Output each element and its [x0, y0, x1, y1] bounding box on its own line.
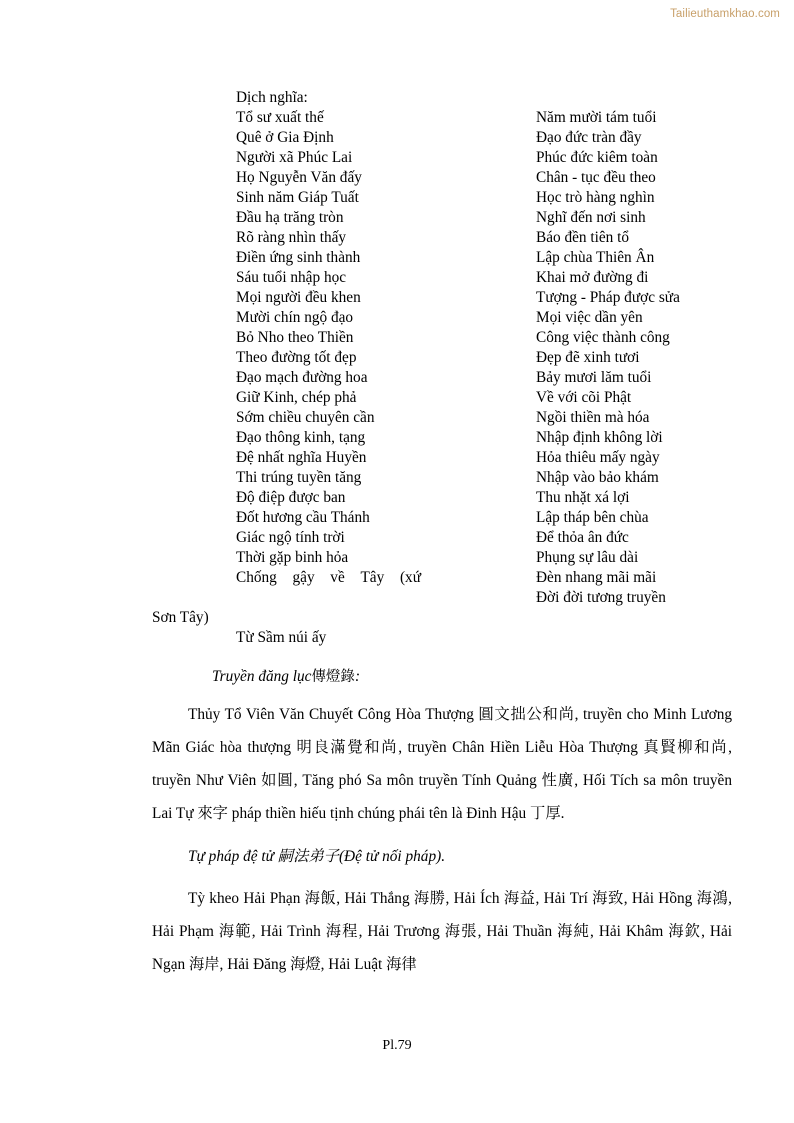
page-number: Pl.79	[382, 1038, 412, 1053]
verse-line: Giữ Kinh, chép phả	[236, 389, 357, 406]
section-title-colon: :	[354, 668, 361, 685]
paragraph-truyen-dang-luc: Thủy Tổ Viên Văn Chuyết Công Hòa Thượng 圓文拙公和尚, truyền cho Minh Lương Mãn Giác hòa thượng 明良滿覺和尚, truyền Chân Hiền Liễu Hòa Thượng 真賢柳和尚, truyền Như Viên 如圓, Tăng phó Sa môn truyền Tính Quảng 性廣, Hối Tích sa môn truyền Lai Tự 來字 pháp thiền hiếu tịnh chúng phái tên là Đinh Hậu 丁厚.	[152, 706, 732, 822]
verse-line: Về với cõi Phật	[536, 389, 632, 406]
verse-line-justified	[236, 568, 421, 588]
section-title-italic: Truyền đăng lục	[212, 668, 312, 685]
verse-line: Bảy mươi lăm tuổi	[536, 369, 652, 386]
verse-tail-line: Từ Sầm núi ấy	[236, 629, 327, 646]
verse-line: Tổ sư xuất thế	[236, 109, 324, 126]
verse-line: Phúc đức kiêm toàn	[536, 149, 658, 166]
verse-word: về	[330, 569, 345, 586]
verse-line: Sinh năm Giáp Tuất	[236, 189, 359, 206]
verse-line: Chân - tục đều theo	[536, 169, 656, 186]
verse-column-left	[236, 108, 466, 608]
verse-line: Mọi người đều khen	[236, 289, 361, 306]
verse-line: Ngồi thiền mà hóa	[536, 409, 650, 426]
verse-line: Đèn nhang mãi mãi	[536, 569, 657, 586]
verse-line: Độ điệp được ban	[236, 489, 346, 506]
verse-word: gậy	[292, 569, 315, 586]
verse-line: Năm mười tám tuổi	[536, 109, 657, 126]
verse-line: Đốt hương cầu Thánh	[236, 509, 370, 526]
section-title-han: 傳燈錄	[311, 669, 355, 685]
verse-line: Lập tháp bên chùa	[536, 509, 649, 526]
verse-line: Mọi việc dần yên	[536, 309, 643, 326]
verse-line: Theo đường tốt đẹp	[236, 349, 357, 366]
verse-line: Đạo mạch đường hoa	[236, 369, 368, 386]
verse-line: Thu nhặt xá lợi	[536, 489, 630, 506]
verse-line: Hỏa thiêu mấy ngày	[536, 449, 660, 466]
verse-line: Giác ngộ tính trời	[236, 529, 345, 546]
verse-column-right	[536, 108, 776, 608]
verse-line: Người xã Phúc Lai	[236, 149, 353, 166]
verse-line: Thi trúng tuyền tăng	[236, 469, 362, 486]
verse-line: Đạo thông kinh, tạng	[236, 429, 366, 446]
paragraph-de-tu-list: Tỳ kheo Hải Phạn 海飯, Hải Thắng 海勝, Hải Ích 海益, Hải Trí 海致, Hải Hồng 海鴻, Hải Phạm 海範, Hải Trình 海程, Hải Trương 海張, Hải Thuần 海純, Hải Khâm 海欽, Hải Ngạn 海岸, Hải Đăng 海燈, Hải Luật 海律	[152, 890, 732, 973]
verse-line: Đời đời tương truyền	[536, 589, 666, 606]
section-title-truyen-dang-luc	[212, 666, 732, 688]
verse-line: Khai mở đường đi	[536, 269, 649, 286]
verse-heading: Dịch nghĩa:	[236, 89, 308, 106]
verse-line: Báo đền tiên tổ	[536, 229, 630, 246]
verse-line: Sớm chiều chuyên cần	[236, 409, 375, 426]
watermark-text: Tailieuthamkhao.com	[670, 8, 780, 20]
verse-line: Nhập định không lời	[536, 429, 663, 446]
verse-word: Tây	[360, 569, 385, 586]
verse-line: Rõ ràng nhìn thấy	[236, 229, 347, 246]
verse-line: Họ Nguyễn Văn đấy	[236, 169, 362, 186]
verse-line: Đệ nhất nghĩa Huyền	[236, 449, 367, 466]
section-title-tu-phap-de-tu: Tự pháp đệ tử 嗣法弟子(Đệ tử nối pháp).	[188, 848, 446, 865]
verse-block	[152, 88, 732, 648]
verse-line: Quê ở Gia Định	[236, 129, 334, 146]
verse-word: Chống	[236, 569, 277, 586]
verse-line: Thời gặp binh hỏa	[236, 549, 349, 566]
verse-line: Phụng sự lâu dài	[536, 549, 639, 566]
verse-word: (xứ	[399, 569, 421, 586]
verse-columns	[152, 108, 732, 628]
verse-line: Điền ứng sinh thành	[236, 249, 361, 266]
verse-line: Lập chùa Thiên Ân	[536, 249, 655, 266]
verse-line: Tượng - Pháp được sửa	[536, 289, 680, 306]
verse-line: Học trò hàng nghìn	[536, 189, 655, 206]
verse-line: Nhập vào bảo khám	[536, 469, 659, 486]
verse-line: Bỏ Nho theo Thiền	[236, 329, 354, 346]
verse-line: Công việc thành công	[536, 329, 670, 346]
verse-line: Nghĩ đến nơi sinh	[536, 209, 646, 226]
verse-line: Mười chín ngộ đạo	[236, 309, 354, 326]
page-content	[152, 88, 732, 981]
verse-line: Sáu tuổi nhập học	[236, 269, 347, 286]
verse-line: Để thỏa ân đức	[536, 529, 629, 546]
verse-line: Đẹp đẽ xinh tươi	[536, 349, 640, 366]
verse-overflow-line: Sơn Tây)	[152, 609, 209, 626]
verse-line: Đầu hạ trăng tròn	[236, 209, 344, 226]
verse-line: Đạo đức tràn đầy	[536, 129, 642, 146]
